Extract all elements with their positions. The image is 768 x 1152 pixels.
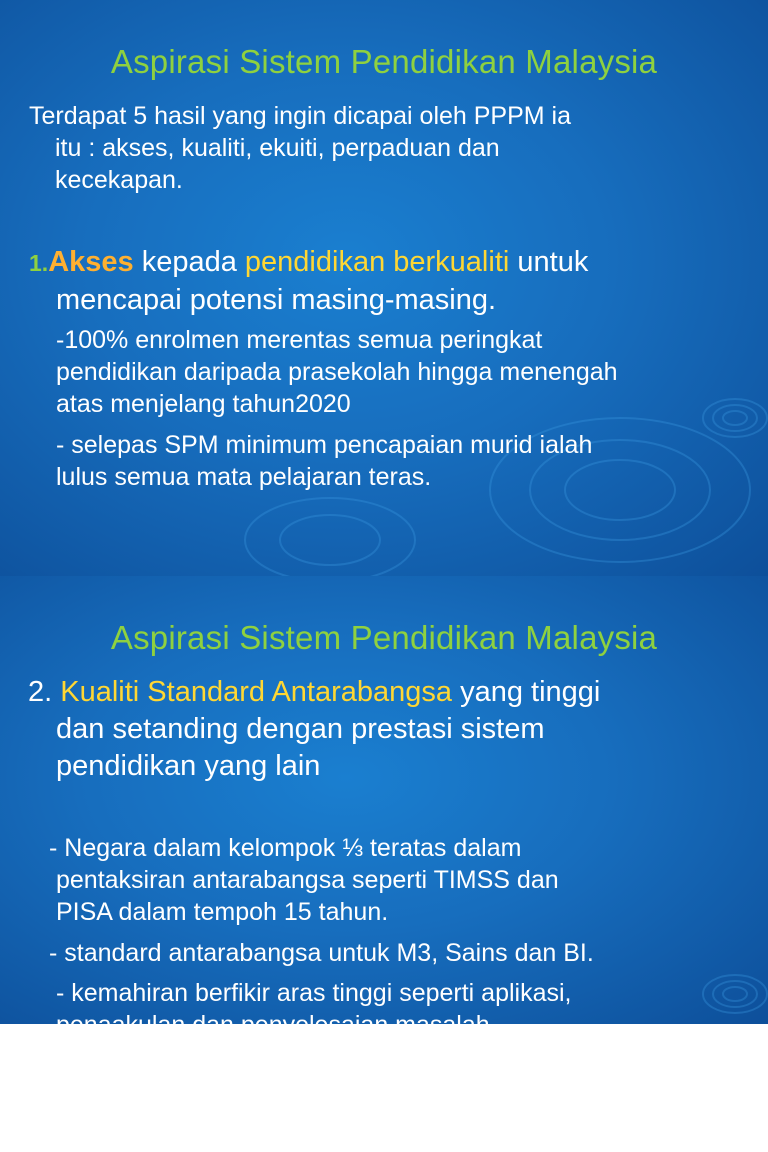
point-text: yang tinggi — [452, 676, 601, 708]
slide-title: Aspirasi Sistem Pendidikan Malaysia — [110, 43, 658, 80]
sub-point-1 — [49, 832, 559, 928]
highlight-text: Kualiti Standard Antarabangsa — [60, 676, 453, 708]
point-2-line: pendidikan yang lain — [56, 750, 321, 782]
highlight-text: pendidikan berkualiti — [244, 246, 510, 278]
sub-line: lulus semua mata pelajaran teras. — [56, 463, 432, 491]
sub-point-3 — [56, 977, 572, 1041]
point-2 — [28, 674, 600, 785]
sub-line: - selepas SPM minimum pencapaian murid ialah — [56, 431, 593, 459]
sub-point-2 — [56, 429, 592, 493]
sub-line: -100% enrolmen merentas semua peringkat — [56, 326, 543, 354]
sub-line: PISA dalam tempoh 15 tahun. — [56, 898, 389, 926]
slide-title: Aspirasi Sistem Pendidikan Malaysia — [110, 619, 658, 656]
point-2-line: dan setanding dengan prestasi sistem — [56, 713, 545, 745]
sub-line: - standard antarabangsa untuk M3, Sains dan BI. — [49, 939, 594, 967]
slide-2 — [0, 576, 768, 1039]
sub-point-2 — [49, 937, 594, 969]
sub-line: penaakulan dan penyelesaian masalah — [56, 1011, 490, 1039]
point-text: untuk — [509, 246, 589, 278]
sub-line: - Negara dalam kelompok ⅓ teratas dalam — [49, 834, 522, 862]
sub-line: pendidikan daripada prasekolah hingga menengah — [56, 358, 618, 386]
intro-line: Terdapat 5 hasil yang ingin dicapai oleh PPPM ia — [29, 102, 572, 130]
point-text: kepada — [133, 246, 245, 278]
keyword-akses: Akses — [48, 246, 134, 278]
intro-line: kecekapan. — [55, 166, 183, 194]
point-1 — [29, 244, 588, 319]
point-1-line — [29, 244, 588, 282]
point-2-line — [28, 674, 600, 711]
point-1-line: mencapai potensi masing-masing. — [56, 284, 497, 316]
sub-line: atas menjelang tahun2020 — [56, 390, 351, 418]
sub-point-1 — [56, 324, 618, 420]
list-number: 2. — [28, 676, 61, 708]
list-number: 1. — [29, 250, 49, 276]
sub-line: pentaksiran antarabangsa seperti TIMSS dan — [56, 866, 559, 894]
intro-paragraph — [29, 100, 571, 196]
intro-line: itu : akses, kualiti, ekuiti, perpaduan dan — [55, 134, 500, 162]
sub-line: - kemahiran berfikir aras tinggi seperti aplikasi, — [56, 979, 572, 1007]
